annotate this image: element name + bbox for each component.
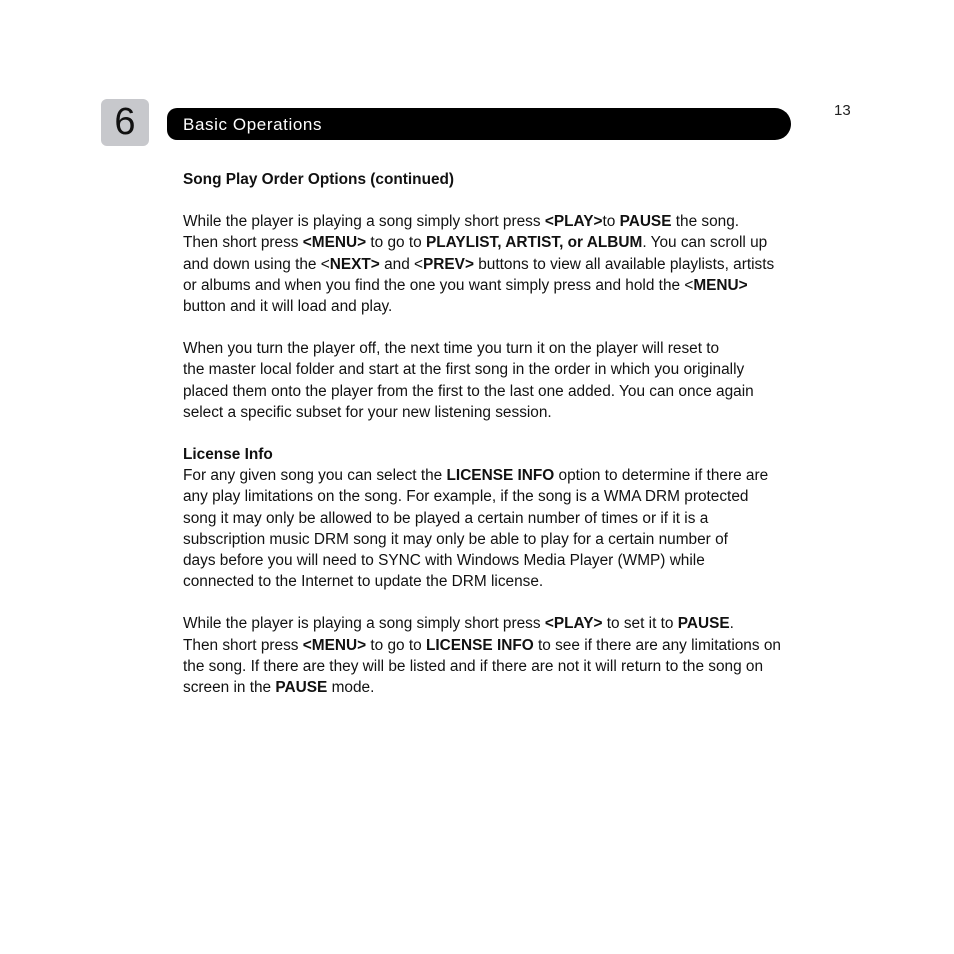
page-number: 13 xyxy=(834,102,851,119)
page-body xyxy=(183,169,833,698)
section-heading-license-info: License Info xyxy=(183,446,273,464)
chapter-header-bar xyxy=(167,108,791,140)
paragraph-license-steps: While the player is playing a song simply short press <PLAY> to set it to PAUSE. Then short press <MENU> to go to LICENSE INFO to see if there are any limitations on the song. If there are they will be listed and if there are not it will return to the song on screen in the PAUSE mode. xyxy=(183,615,781,697)
paragraph-reset-info: When you turn the player off, the next time you turn it on the player will reset to the master local folder and start at the first song in the order in which you originally placed them onto the player from the first to the last one added. You can once again select a specific subset for your new listening session. xyxy=(183,340,754,421)
chapter-number: 6 xyxy=(114,101,136,143)
paragraph-license-info: For any given song you can select the LICENSE INFO option to determine if there are any play limitations on the song. For example, if the song is a WMA DRM protected song it may only be allowed to be played a certain number of times or if it is a subscription music DRM song it may only be able to play for a certain number of days before you will need to SYNC with Windows Media Player (WMP) while connected to the Internet to update the DRM license. xyxy=(183,467,769,591)
chapter-number-badge xyxy=(101,99,149,146)
chapter-title: Basic Operations xyxy=(183,115,323,134)
section-heading-play-order: Song Play Order Options (continued) xyxy=(183,171,455,188)
paragraph-play-pause: While the player is playing a song simply short press <PLAY>to PAUSE the song. Then short press <MENU> to go to PLAYLIST, ARTIST, or ALBUM. You can scroll up and down using the <NEXT> and <PREV> buttons to view all available playlists, artists or albums and when you find the one you want simply press and hold the <MENU> button and it will load and play. xyxy=(183,213,775,316)
